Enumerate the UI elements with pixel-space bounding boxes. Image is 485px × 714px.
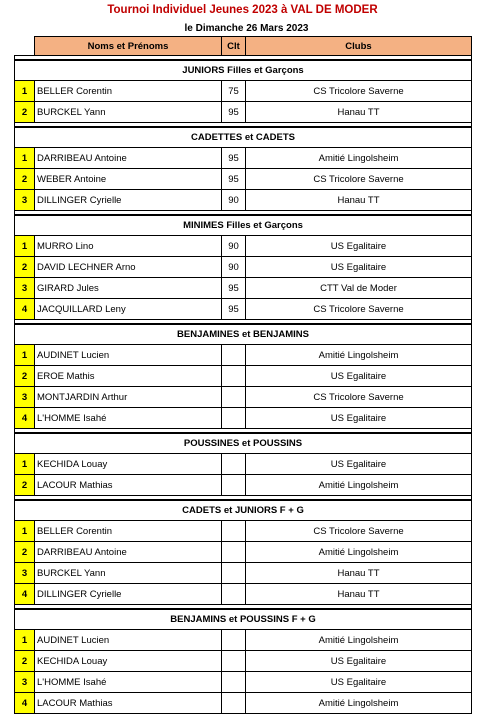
player-name: DARRIBEAU Antoine <box>35 542 222 563</box>
rank-cell: 1 <box>15 345 35 366</box>
rank-cell: 1 <box>15 630 35 651</box>
player-name: DILLINGER Cyrielle <box>35 584 222 605</box>
club-name: US Egalitaire <box>246 257 472 278</box>
table-row <box>15 630 472 651</box>
rank-cell: 4 <box>15 299 35 320</box>
table-row <box>15 387 472 408</box>
rank-cell: 1 <box>15 236 35 257</box>
section-title-row <box>15 324 472 345</box>
player-name: BURCKEL Yann <box>35 102 222 123</box>
section-title: MINIMES Filles et Garçons <box>15 215 472 236</box>
section-title-row <box>15 500 472 521</box>
club-name: CS Tricolore Saverne <box>246 387 472 408</box>
table-row <box>15 651 472 672</box>
player-name: KECHIDA Louay <box>35 454 222 475</box>
club-name: Hanau TT <box>246 563 472 584</box>
rank-cell: 4 <box>15 408 35 429</box>
ranking-points: 75 <box>222 81 246 102</box>
ranking-points <box>222 542 246 563</box>
table-row <box>15 672 472 693</box>
rank-cell: 2 <box>15 542 35 563</box>
section-title-row <box>15 127 472 148</box>
table-row <box>15 475 472 496</box>
section-title: POUSSINES et POUSSINS <box>15 433 472 454</box>
rank-cell: 2 <box>15 102 35 123</box>
table-row <box>15 584 472 605</box>
ranking-points: 95 <box>222 278 246 299</box>
rank-cell: 3 <box>15 672 35 693</box>
rank-cell: 1 <box>15 81 35 102</box>
table-row <box>15 278 472 299</box>
club-name: Hanau TT <box>246 584 472 605</box>
table-header <box>15 37 472 56</box>
ranking-points <box>222 651 246 672</box>
player-name: BELLER Corentin <box>35 81 222 102</box>
club-name: CS Tricolore Saverne <box>246 81 472 102</box>
club-name: US Egalitaire <box>246 236 472 257</box>
rank-cell: 4 <box>15 693 35 714</box>
ranking-points <box>222 693 246 714</box>
player-name: KECHIDA Louay <box>35 651 222 672</box>
section-title: BENJAMINES et BENJAMINS <box>15 324 472 345</box>
section-title-row <box>15 215 472 236</box>
player-name: AUDINET Lucien <box>35 345 222 366</box>
player-name: EROE Mathis <box>35 366 222 387</box>
table-row <box>15 454 472 475</box>
table-row <box>15 542 472 563</box>
player-name: DAVID LECHNER Arno <box>35 257 222 278</box>
table-row <box>15 169 472 190</box>
player-name: LACOUR Mathias <box>35 475 222 496</box>
player-name: JACQUILLARD Leny <box>35 299 222 320</box>
table-row <box>15 693 472 714</box>
club-name: CTT Val de Moder <box>246 278 472 299</box>
player-name: WEBER Antoine <box>35 169 222 190</box>
player-name: DILLINGER Cyrielle <box>35 190 222 211</box>
rank-cell: 2 <box>15 366 35 387</box>
rank-cell: 3 <box>15 278 35 299</box>
club-name: CS Tricolore Saverne <box>246 521 472 542</box>
results-table <box>14 36 472 714</box>
ranking-points <box>222 563 246 584</box>
ranking-points <box>222 672 246 693</box>
section-title-row <box>15 433 472 454</box>
ranking-points <box>222 630 246 651</box>
rank-cell: 1 <box>15 521 35 542</box>
player-name: GIRARD Jules <box>35 278 222 299</box>
section-title: JUNIORS Filles et Garçons <box>15 60 472 81</box>
club-name: US Egalitaire <box>246 408 472 429</box>
club-name: US Egalitaire <box>246 454 472 475</box>
rank-cell: 2 <box>15 651 35 672</box>
table-row <box>15 345 472 366</box>
club-name: US Egalitaire <box>246 651 472 672</box>
ranking-points: 95 <box>222 148 246 169</box>
club-name: Amitié Lingolsheim <box>246 693 472 714</box>
ranking-points: 95 <box>222 299 246 320</box>
ranking-points: 90 <box>222 236 246 257</box>
section-title-row <box>15 60 472 81</box>
club-name: US Egalitaire <box>246 672 472 693</box>
table-row <box>15 257 472 278</box>
club-name: Amitié Lingolsheim <box>246 345 472 366</box>
ranking-points: 90 <box>222 190 246 211</box>
header-clt: Clt <box>222 37 246 56</box>
player-name: DARRIBEAU Antoine <box>35 148 222 169</box>
header-rank-blank <box>15 37 35 56</box>
rank-cell: 1 <box>15 454 35 475</box>
ranking-points: 95 <box>222 102 246 123</box>
ranking-points <box>222 366 246 387</box>
club-name: Hanau TT <box>246 102 472 123</box>
club-name: CS Tricolore Saverne <box>246 299 472 320</box>
table-row <box>15 190 472 211</box>
table-row <box>15 521 472 542</box>
header-name: Noms et Prénoms <box>35 37 222 56</box>
ranking-points <box>222 475 246 496</box>
rank-cell: 1 <box>15 148 35 169</box>
ranking-points <box>222 345 246 366</box>
table-row <box>15 366 472 387</box>
player-name: L'HOMME Isahé <box>35 408 222 429</box>
header-club: Clubs <box>246 37 472 56</box>
table-row <box>15 563 472 584</box>
ranking-points: 90 <box>222 257 246 278</box>
rank-cell: 3 <box>15 387 35 408</box>
player-name: BELLER Corentin <box>35 521 222 542</box>
ranking-points <box>222 454 246 475</box>
ranking-points <box>222 521 246 542</box>
section-title: BENJAMINS et POUSSINS F + G <box>15 609 472 630</box>
player-name: AUDINET Lucien <box>35 630 222 651</box>
table-row <box>15 81 472 102</box>
section-title-row <box>15 609 472 630</box>
club-name: Amitié Lingolsheim <box>246 475 472 496</box>
player-name: L'HOMME Isahé <box>35 672 222 693</box>
table-row <box>15 236 472 257</box>
ranking-points: 95 <box>222 169 246 190</box>
table-row <box>15 299 472 320</box>
rank-cell: 2 <box>15 475 35 496</box>
table-row <box>15 408 472 429</box>
ranking-points <box>222 387 246 408</box>
rank-cell: 2 <box>15 257 35 278</box>
section-title: CADETTES et CADETS <box>15 127 472 148</box>
club-name: CS Tricolore Saverne <box>246 169 472 190</box>
club-name: Hanau TT <box>246 190 472 211</box>
club-name: US Egalitaire <box>246 366 472 387</box>
rank-cell: 3 <box>15 190 35 211</box>
rank-cell: 3 <box>15 563 35 584</box>
club-name: Amitié Lingolsheim <box>246 542 472 563</box>
player-name: BURCKEL Yann <box>35 563 222 584</box>
table-body <box>15 56 472 714</box>
player-name: MURRO Lino <box>35 236 222 257</box>
table-row <box>15 148 472 169</box>
club-name: Amitié Lingolsheim <box>246 630 472 651</box>
ranking-points <box>222 584 246 605</box>
club-name: Amitié Lingolsheim <box>246 148 472 169</box>
player-name: LACOUR Mathias <box>35 693 222 714</box>
document-subtitle: le Dimanche 26 Mars 2023 <box>184 23 309 34</box>
rank-cell: 2 <box>15 169 35 190</box>
player-name: MONTJARDIN Arthur <box>35 387 222 408</box>
section-title: CADETS et JUNIORS F + G <box>15 500 472 521</box>
rank-cell: 4 <box>15 584 35 605</box>
table-row <box>15 102 472 123</box>
ranking-points <box>222 408 246 429</box>
document-title: Tournoi Individuel Jeunes 2023 à VAL DE MODER <box>107 4 378 16</box>
